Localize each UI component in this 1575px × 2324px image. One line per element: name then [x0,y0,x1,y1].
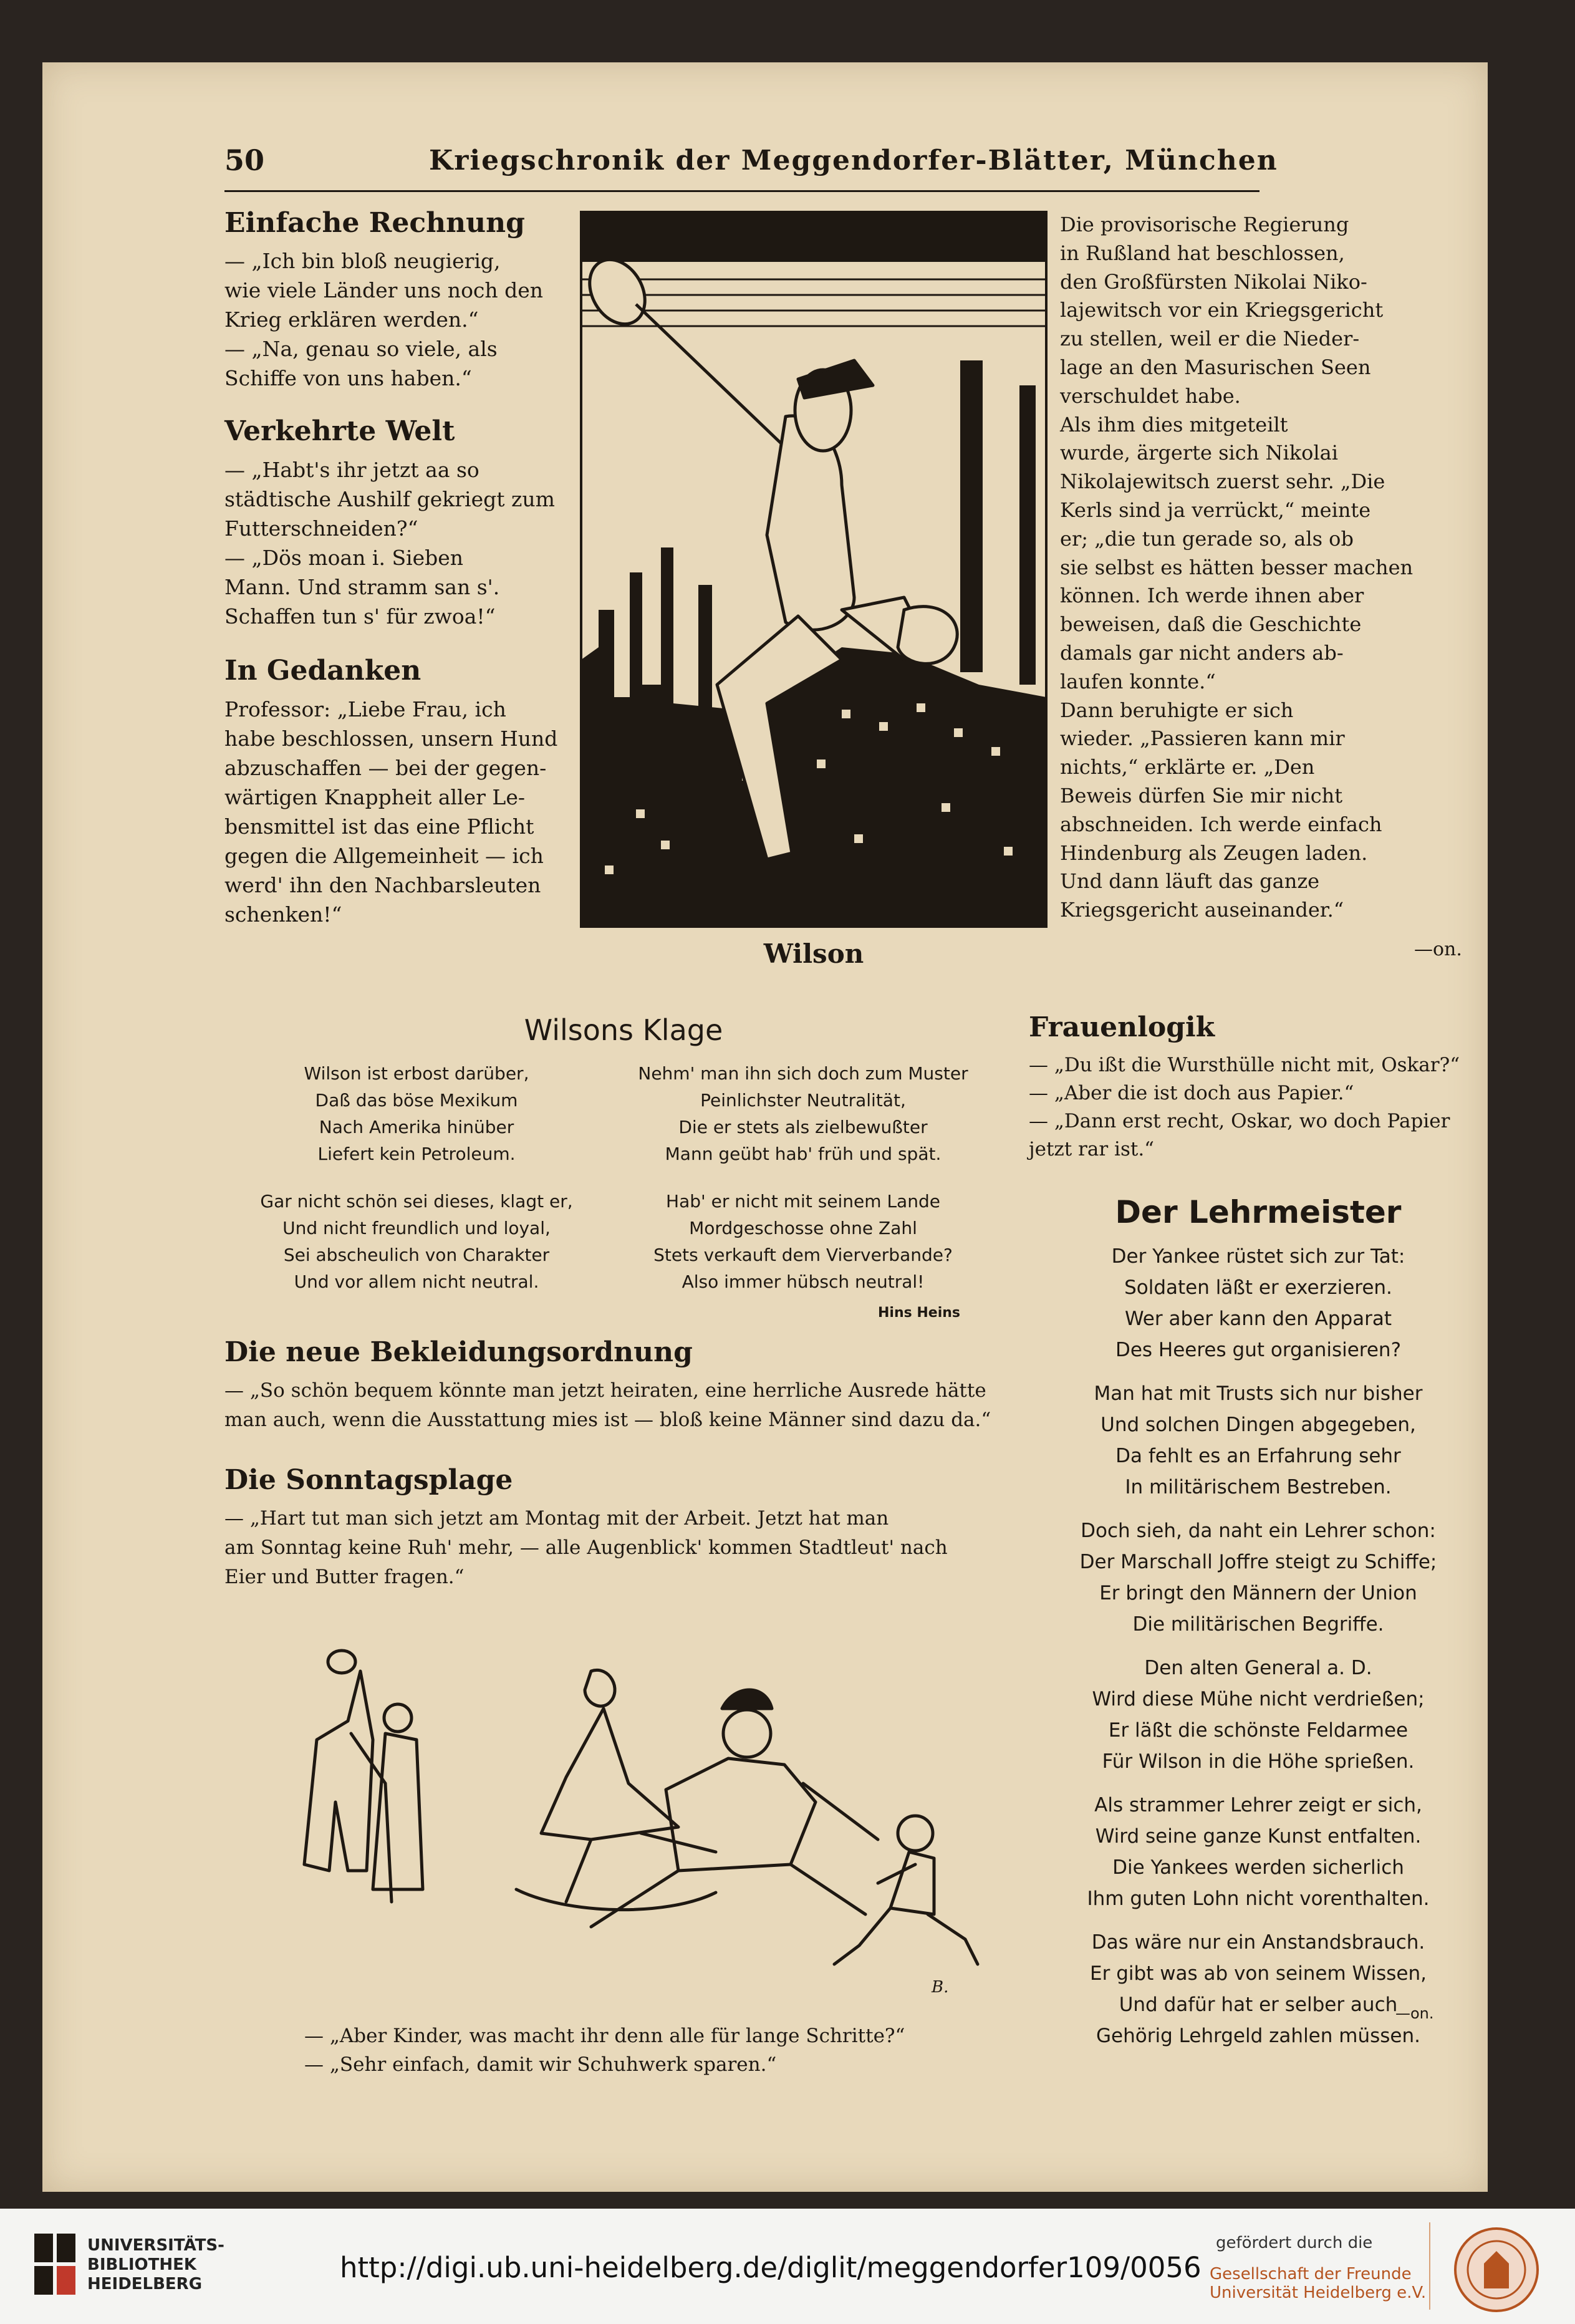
wilson-caption: Wilson [763,938,864,969]
russland-text: Die provisorische Regierung in Rußland hat beschlossen, den Großfürsten Nikolai Niko- lajewitsch vor ein Kriegsgericht zu stellen, weil er die Nieder- lage an den Masurischen Seen verschuldet habe. Als ihm dies mitgeteilt wurde, ärgerte sich Nikolai Nikolajewitsch zuerst sehr. „Die Kerls sind ja verrückt,“ meinte er; „die tun gerade so, als ob sie selbst es hätten besser machen können. Ich werde ihnen aber beweisen, daß die Geschichte damals gar nicht anders ab- laufen konnte.“ Dann beruhigte er sich wieder. „Passieren kann mir nichts,“ erklärte er. „Den Beweis dürfen Sie mir nicht abschneiden. Ich werde einfach Hindenburg als Zeugen laden. Und dann läuft das ganze Kriegsgericht auseinander.“ [1060,213,1414,922]
bottom-illustration-caption: — „Aber Kinder, was macht ihr denn alle für lange Schritte?“ — „Sehr einfach, damit wir Schuhwerk sparen.“ [304,2025,905,2076]
page-number: 50 [224,143,265,177]
wilsons-klage-stanza1-left: Wilson ist erbost darüber, Daß das böse Mexikum Nach Amerika hinüber Liefert kein Petroleum. [304,1063,529,1164]
lehrmeister-poem: Der Yankee rüstet sich zur Tat: Soldaten läßt er exerzieren. Wer aber kann den Apparat Des Heeres gut organisieren? Man hat mit Trusts sich nur bisher Und solchen Dingen abgegeben, Da fehlt es an Erfahrung sehr In militärischem Bestreben. Doch sieh, da naht ein Lehrer schon: Der Marschall Joffre steigt zu Schiffe; Er bringt den Männern der Union Die militärischen Begriffe. Den alten General a. D. Wird diese Mühe nicht verdrießen; Er läßt die schönste Feldarmee Für Wilson in die Höhe sprießen. Als strammer Lehrer zeigt er sich, Wird seine ganze Kunst entfalten. Die Yankees werden sicherlich Ihm guten Lohn nicht vorenthalten. Das wäre nur ein Anstandsbrauch. Er gibt was ab von seinem Wissen, Und dafür hat er selber auch Gehörig Lehrgeld zahlen müssen. [1079,1245,1437,2047]
wilson-illustration [580,211,1048,928]
wilsons-klage-stanza2-left: Gar nicht schön sei dieses, klagt er, Und nicht freundlich und loyal, Sei abscheulich von Charakter Und vor allem nicht neutral. [260,1191,573,1292]
einfache-rechnung-title: Einfache Rechnung [224,207,525,239]
scanned-page [42,62,1488,2192]
wilsons-klage-title: Wilsons Klage [524,1013,723,1047]
in-gedanken-text: Professor: „Liebe Frau, ich habe beschlossen, unsern Hund abzuschaffen — bei der gegen- wärtigen Knappheit aller Le- bensmittel ist das eine Pflicht gegen die Allgemeinheit — ich werd' ihn den Nachbarsleuten schenken!“ [224,697,558,927]
frauenlogik-text: — „Du ißt die Wursthülle nicht mit, Oskar?“ — „Aber die ist doch aus Papier.“ — „Dann erst recht, Oskar, wo doch Papier jetzt rar ist.“ [1029,1054,1460,1160]
sponsor-name: Gesellschaft der Freunde Universität Heidelberg e.V. [1210,2265,1427,2302]
footer-bar [0,2209,1575,2324]
verkehrte-welt-title: Verkehrte Welt [224,415,455,447]
artist-mark: B. [932,1978,949,1997]
running-figures-illustration [242,1578,1021,2014]
sonntagsplage-title: Die Sonntagsplage [224,1464,513,1496]
verkehrte-welt-text: — „Habt's ihr jetzt aa so städtische Aushilf gekriegt zum Futterschneiden?“ — „Dös moan i. Sieben Mann. Und stramm san s'. Schaffen tun s' für zwoa!“ [224,458,555,629]
lehrmeister-title: Der Lehrmeister [1115,1194,1402,1230]
frauenlogik-title: Frauenlogik [1029,1011,1215,1043]
footer-divider [1429,2222,1430,2310]
wilsons-klage-author: Hins Heins [878,1305,960,1321]
wilsons-klage-stanza2-right: Hab' er nicht mit seinem Lande Mordgeschosse ohne Zahl Stets verkauft dem Vierverbande? Also immer hübsch neutral! [653,1191,953,1292]
einfache-rechnung-text: — „Ich bin bloß neugierig, wie viele Länder uns noch den Krieg erklären werden.“ — „Na, genau so viele, als Schiffe von uns haben.“ [224,249,544,390]
library-logo-icon [34,2234,78,2296]
header-rule [224,190,1260,192]
university-seal-icon [1453,2226,1540,2313]
in-gedanken-title: In Gedanken [224,655,421,687]
sonntagsplage-text: — „Hart tut man sich jetzt am Montag mit der Arbeit. Jetzt hat man am Sonntag keine Ruh' mehr, — alle Augenblick' kommen Stadtleut' nach Eier und Butter fragen.“ [224,1507,948,1588]
bekleidung-text: — „So schön bequem könnte man jetzt heiraten, eine herrliche Ausrede hätte man auch, wenn die Ausstattung mies ist — bloß keine Männer sind dazu da.“ [224,1379,991,1431]
sponsor-intro: gefördert durch die [1216,2234,1373,2252]
running-title: Kriegschronik der Meggendorfer-Blätter, München [429,145,1278,176]
russland-signature: —on. [1414,938,1462,960]
bekleidung-title: Die neue Bekleidungsordnung [224,1336,693,1368]
lehrmeister-signature: —on. [1395,2005,1434,2022]
source-url[interactable]: http://digi.ub.uni-heidelberg.de/diglit/meggendorfer109/0056 [340,2251,1202,2284]
wilsons-klage-stanza1-right: Nehm' man ihn sich doch zum Muster Peinlichster Neutralität, Die er stets als zielbewußter Mann geübt hab' früh und spät. [638,1063,968,1164]
library-name: UNIVERSITÄTS- BIBLIOTHEK HEIDELBERG [87,2236,224,2293]
